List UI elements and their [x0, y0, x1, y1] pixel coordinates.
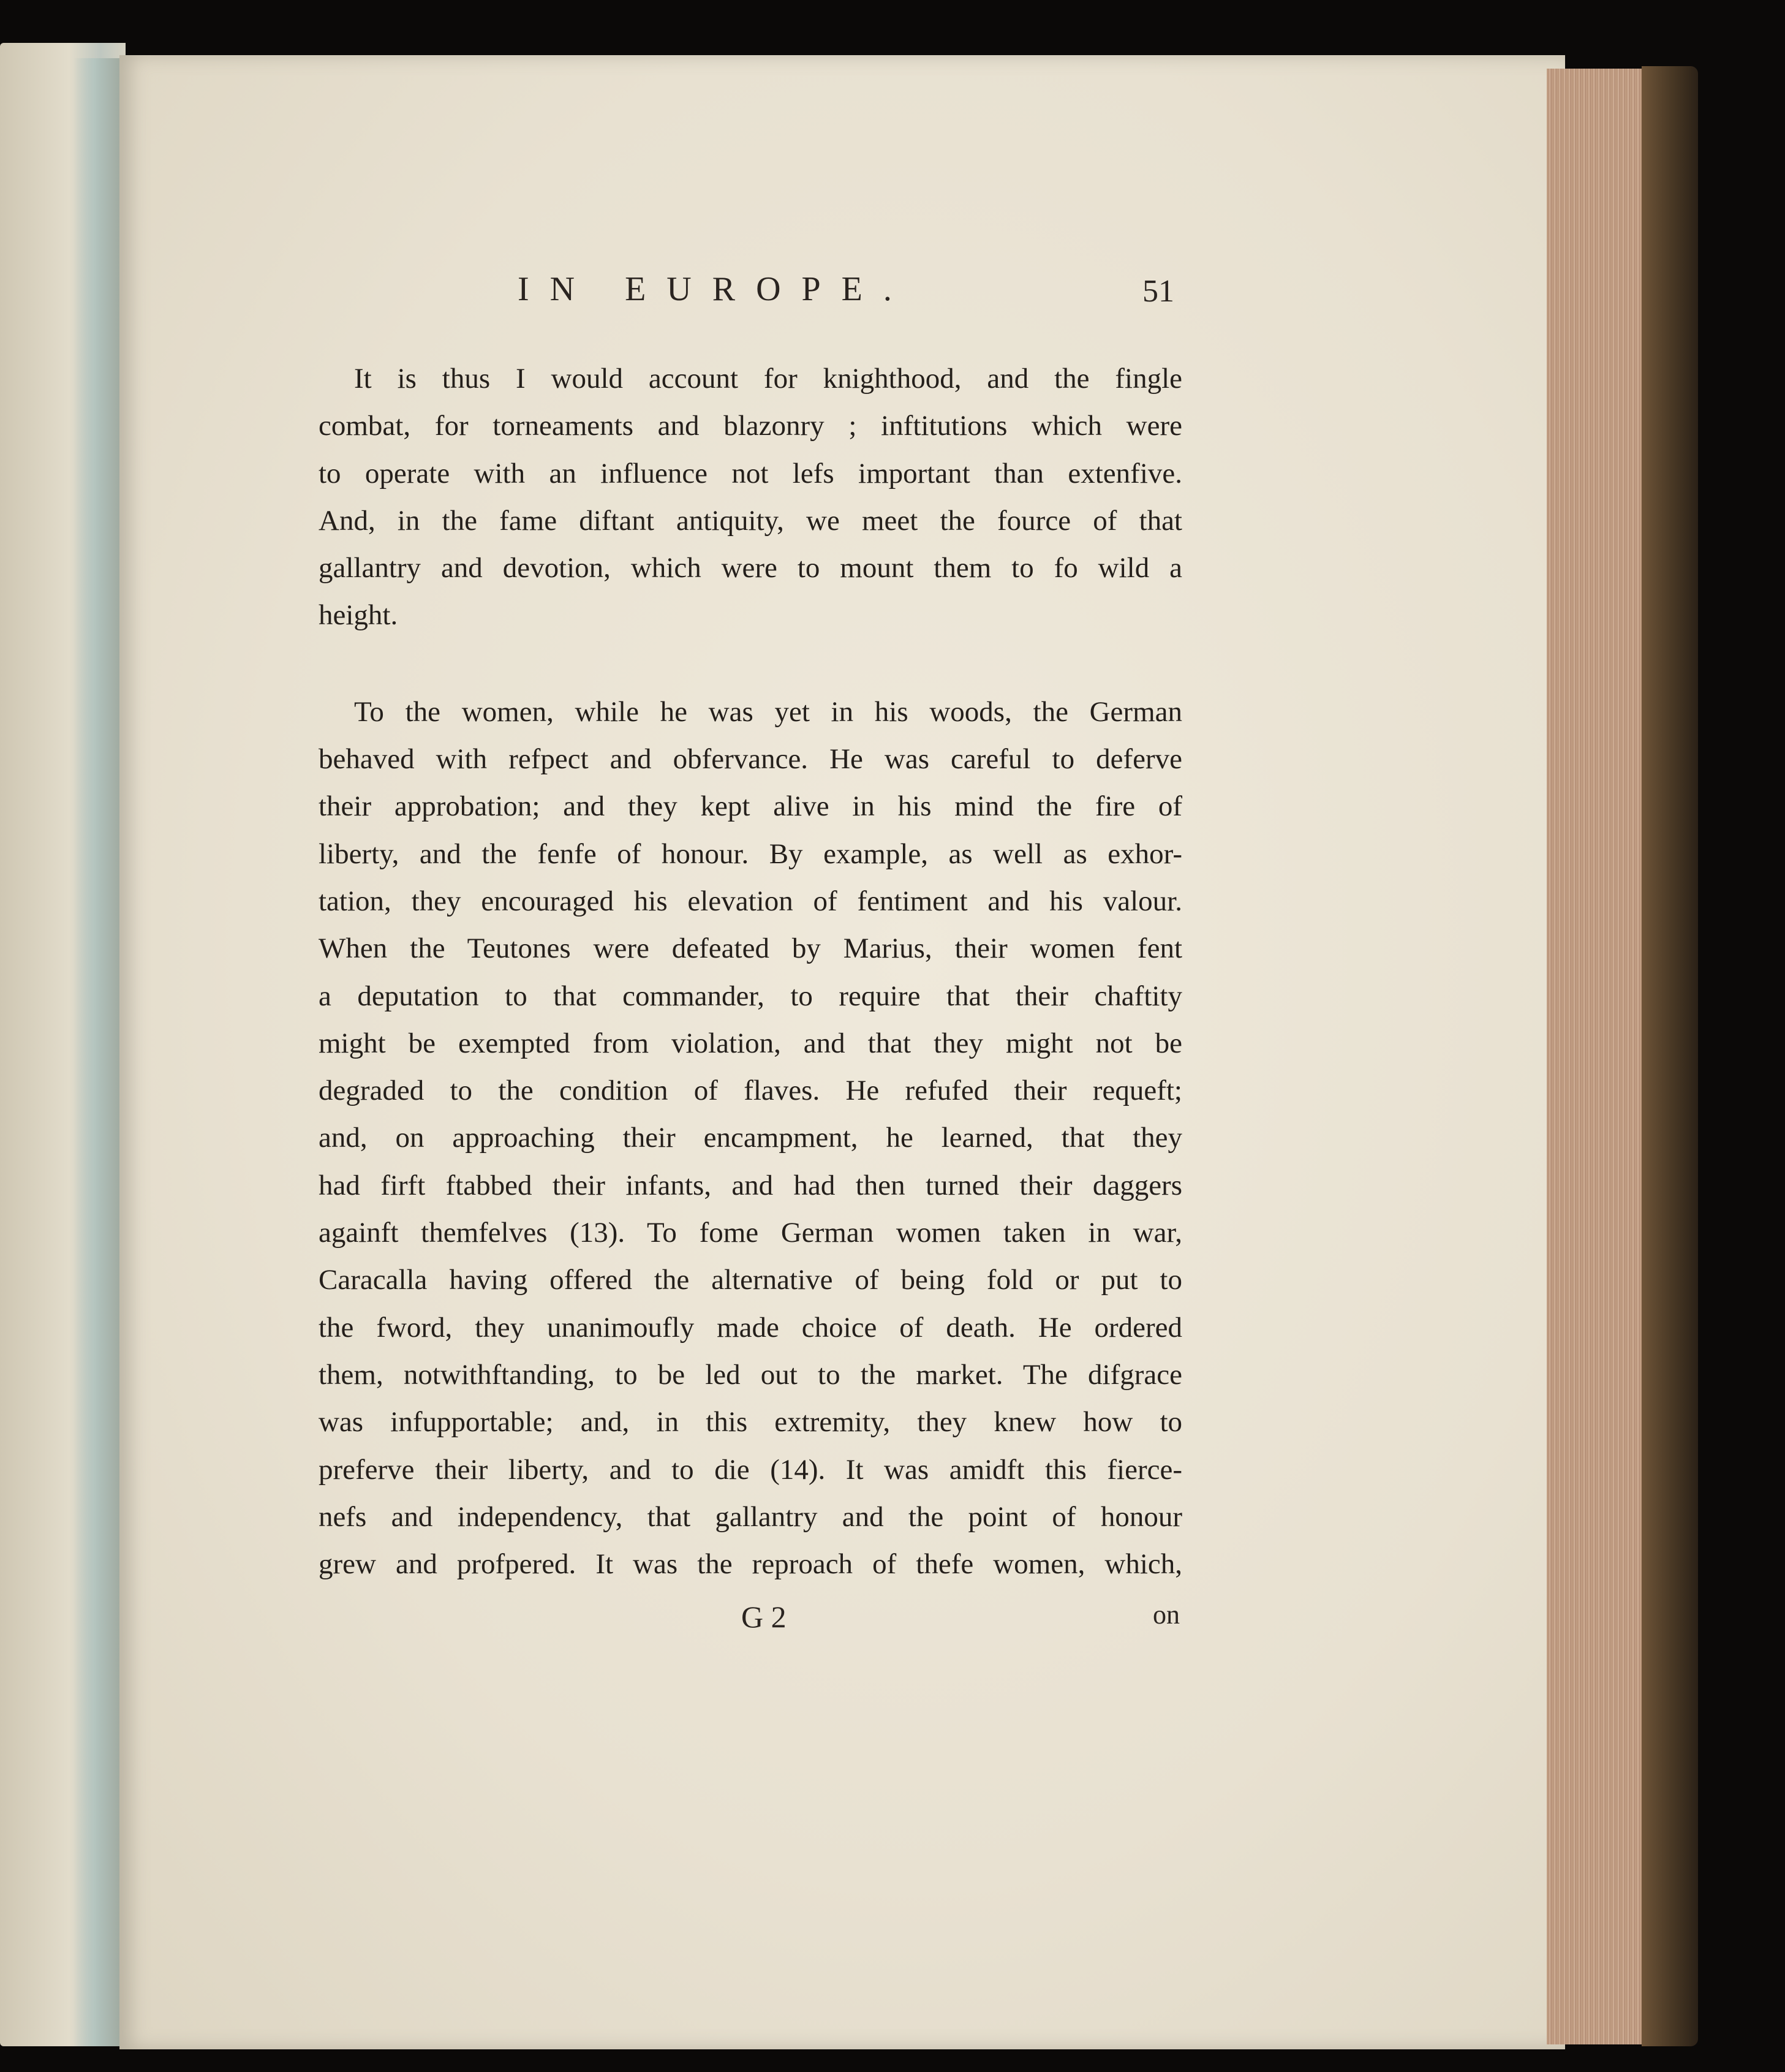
text-line: had firft ftabbed their infants, and had then turned their daggers — [319, 1169, 1182, 1201]
text-line: was infupportable; and, in this extremity, they knew how to — [319, 1406, 1182, 1439]
text-line: preferve their liberty, and to die (14). It was amidft this fierce- — [319, 1453, 1182, 1486]
text-line: nefs and independency, that gallantry and the point of honour — [319, 1500, 1182, 1533]
signature-mark: G 2 — [741, 1600, 787, 1634]
text-line: And, in the fame diftant antiquity, we meet the fource of that — [319, 504, 1182, 537]
text-line: It is thus I would account for knighthood, and the fingle — [354, 363, 1182, 395]
text-line: might be exempted from violation, and that they might not be — [319, 1027, 1182, 1059]
text-line: them, notwithftanding, to be led out to the market. The difgrace — [319, 1358, 1182, 1391]
text-line: behaved with refpect and obfervance. He was careful to deferve — [319, 743, 1182, 776]
paragraph-2 — [319, 689, 1182, 1589]
text-line: the fword, they unanimoufly made choice of death. He ordered — [319, 1311, 1182, 1344]
text-line: gallantry and devotion, which were to mount them to fo wild a — [319, 552, 1182, 584]
text-line: When the Teutones were defeated by Marius, their women fent — [319, 932, 1182, 965]
book-gutter — [74, 58, 126, 2046]
text-line: height. — [319, 599, 398, 632]
text-line: degraded to the condition of flaves. He refufed their requeft; — [319, 1075, 1182, 1107]
paragraph-gap — [319, 640, 1182, 689]
paragraph-1 — [319, 355, 1182, 640]
text-line: grew and profpered. It was the reproach of thefe women, which, — [319, 1548, 1182, 1581]
page-stack-edges — [1547, 69, 1651, 2044]
text-line: againft themfelves (13). To fome German women taken in war, — [319, 1217, 1182, 1249]
text-line: Caracalla having offered the alternative of being fold or put to — [319, 1264, 1182, 1296]
text-line: a deputation to that commander, to require that their chaftity — [319, 980, 1182, 1012]
text-line: their approbation; and they kept alive in his mind the fire of — [319, 790, 1182, 823]
text-line: liberty, and the fenfe of honour. By example, as well as exhor- — [319, 837, 1182, 870]
text-line: and, on approaching their encampment, he learned, that they — [319, 1122, 1182, 1154]
body-text — [319, 355, 1182, 1588]
text-line: To the women, while he was yet in his woods, the German — [354, 695, 1182, 728]
book-cover-edge — [1642, 66, 1698, 2046]
page-number: 51 — [1142, 274, 1174, 309]
text-line: tation, they encouraged his elevation of fentiment and his valour. — [319, 885, 1182, 917]
catchword: on — [1153, 1600, 1180, 1630]
text-line: to operate with an influence not lefs important than extenfive. — [319, 457, 1182, 490]
text-line: combat, for torneaments and blazonry ; inftitutions which were — [319, 410, 1182, 442]
running-head: IN EUROPE. — [518, 270, 913, 308]
